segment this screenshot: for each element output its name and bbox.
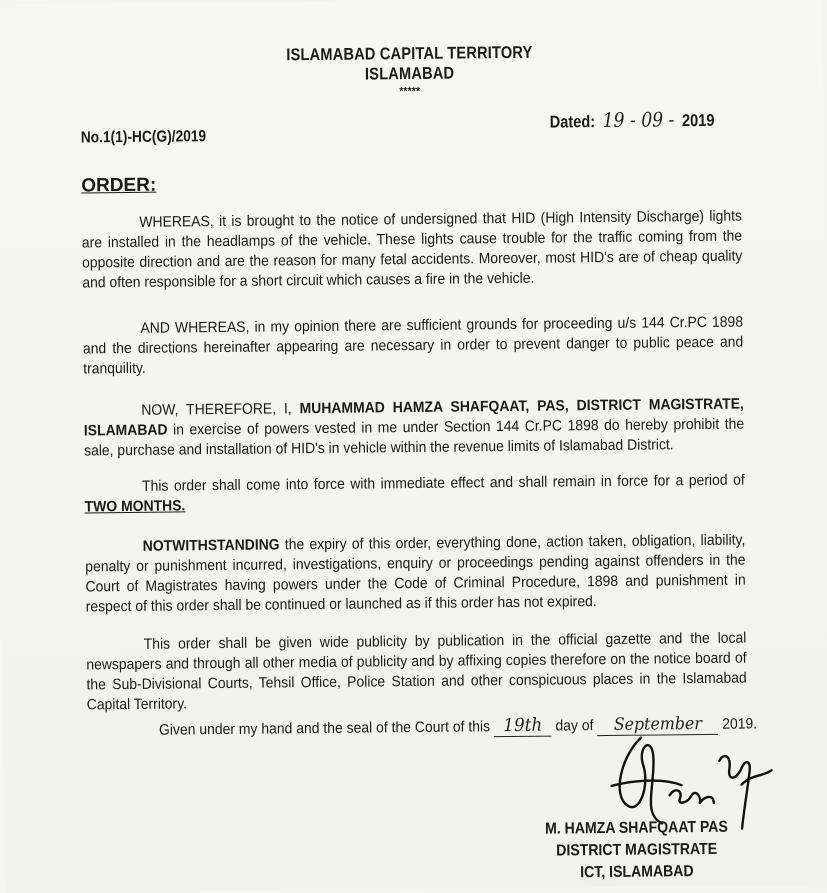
paragraph-and-whereas [83, 313, 744, 380]
dated-handwritten: 19 - 09 - [602, 107, 675, 133]
dated-line [549, 107, 714, 133]
paragraph-2: AND WHEREAS, in my opinion there are sufficient grounds for proceeding u/s 144 Cr.PC 1898 and the directions hereinafter appearing are necessary in order to prevent danger to public peace and tranquility. [82, 313, 744, 378]
paragraph-whereas [82, 207, 743, 294]
paragraph-5 [85, 531, 746, 618]
magistrate-name: MUHAMMAD HAMZA SHAFQAAT, PAS, DISTRICT MAGISTRATE, ISLAMABAD [83, 395, 744, 440]
order-title: ORDER: [81, 174, 157, 197]
p3-lead: NOW, THEREFORE, I, [141, 400, 300, 419]
given-month-handwritten: September [597, 714, 718, 736]
given-year: 2019. [722, 715, 758, 733]
signatory-office: ICT, ISLAMABAD [580, 863, 694, 882]
signatory-name: M. HAMZA SHAFQAAT PAS [544, 818, 728, 838]
period-two-months: TWO MONTHS. [84, 497, 186, 516]
paragraph-3 [84, 395, 745, 462]
paragraph-force-period [84, 471, 745, 518]
p5-lead: NOTWITHSTANDING [142, 536, 280, 555]
p4-lead: This order shall come into force with immediate effect and shall remain in force for a period of [141, 471, 745, 495]
dated-year: 2019 [681, 110, 715, 131]
p3-rest: in exercise of powers vested in me under Section 144 Cr.PC 1898 do hereby prohibit the sale, purchase and installation of HID's in vehicle within the revenue limits of Islamabad District. [83, 415, 745, 460]
paragraph-now-therefore [84, 395, 745, 462]
given-day-of: day of [555, 717, 594, 735]
signatory-title: DISTRICT MAGISTRATE [556, 840, 718, 860]
header-territory: ISLAMABAD CAPITAL TERRITORY [286, 42, 533, 65]
paragraph-6: This order shall be given wide publicity by publication in the official gazette and the local newspapers and through all other media of publicity and by affixing copies therefore on the notice board of the Sub-Divisional Courts, Tehsil Office, Police Station and other conspicuous places in the Islamabad Capital Territory. [86, 629, 747, 714]
paragraph-4 [84, 471, 745, 518]
dated-label: Dated: [549, 112, 596, 132]
paragraph-publicity [86, 629, 747, 716]
given-day-handwritten: 19th [494, 715, 552, 738]
p5-rest: the expiry of this order, everything done, action taken, obligation, liability, penalty or punishment incurred, investigations, enquiry or proceedings pending against offenders in the Court of Magistrates having powers under the Code of Criminal Procedure, 1898 and punishment in respect of this order shall be continued or launched as if this order has not expired. [85, 531, 746, 616]
header-city: ISLAMABAD [364, 63, 455, 84]
paragraph-notwithstanding [85, 531, 746, 618]
reference-number: No.1(1)-HC(G)/2019 [80, 128, 207, 147]
given-prefix: Given under my hand and the seal of the Court of this [158, 718, 491, 739]
paragraph-1: WHEREAS, it is brought to the notice of undersigned that HID (High Intensity Discharge) lights are installed in the headlamps of the vehicle. These lights cause trouble for the traffic coming from the opposite direction and are the reason for many fetal accidents. Moreover, most HID's are of cheap quality and often responsible for a short circuit which causes a fire in the vehicle. [81, 207, 743, 292]
signatory-block [544, 817, 729, 885]
header-stars: ***** [399, 83, 421, 99]
